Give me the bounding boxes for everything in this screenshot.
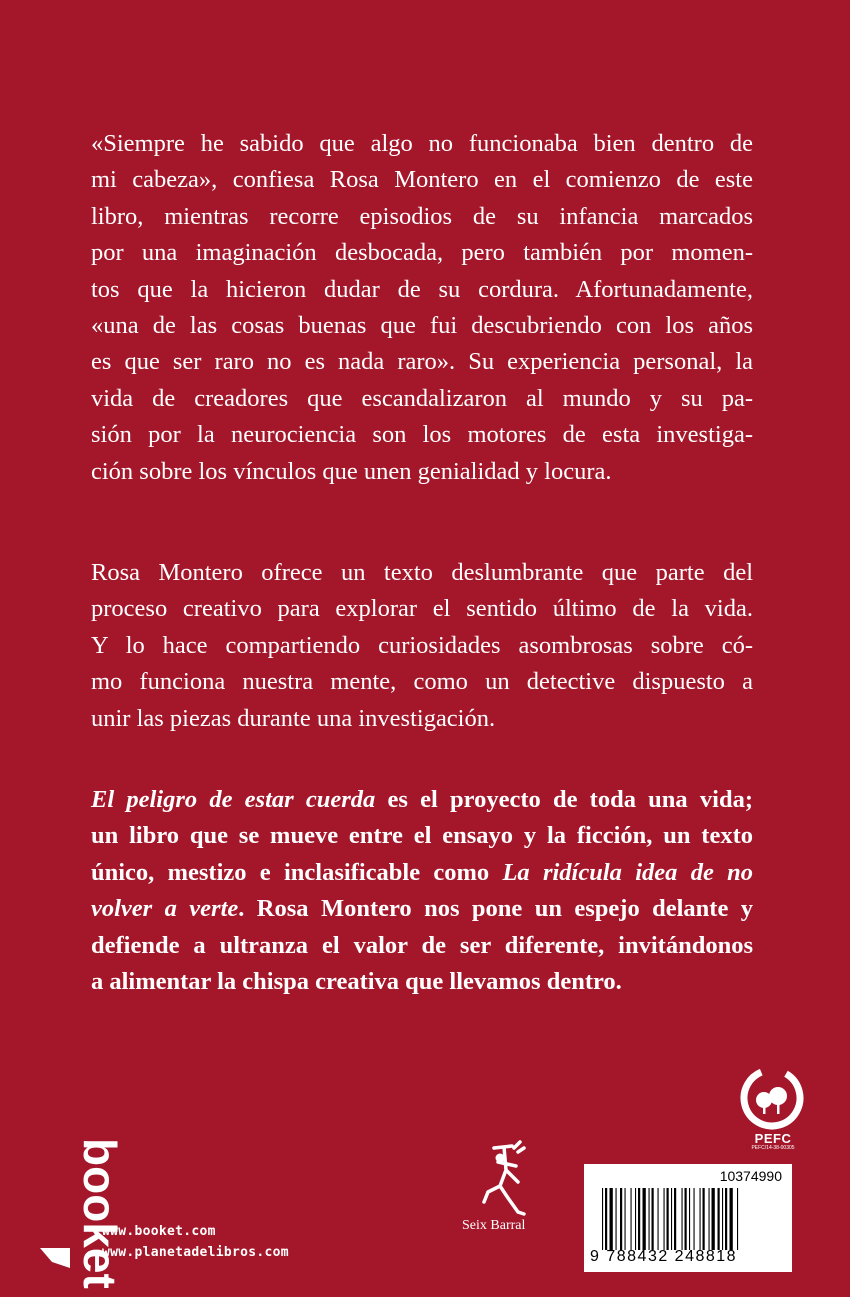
barcode-bars [602, 1188, 784, 1250]
url-planetadelibros: www.planetadelibros.com [102, 1245, 289, 1260]
pefc-label: PEFC [754, 1131, 792, 1146]
publisher-name: Seix Barral [462, 1218, 526, 1233]
text-line: ción sobre los vínculos que unen genialidad y locura. [91, 457, 612, 485]
barcode-bar [671, 1188, 672, 1250]
barcode-bar [737, 1188, 738, 1250]
barcode-bar [685, 1188, 687, 1250]
barcode-bar [730, 1188, 733, 1250]
book-title: volver a verte [91, 895, 239, 923]
barcode-bar [694, 1188, 695, 1250]
text-line: sión por la neurociencia son los motores de esta investiga- [91, 421, 753, 449]
barcode-bar [709, 1188, 710, 1250]
text-line: proceso creativo para explorar el sentido último de la vida. [91, 595, 753, 623]
barcode-bar [620, 1188, 622, 1250]
book-title: El peligro de estar cuerda [91, 786, 376, 813]
text-line: mo funciona nuestra mente, como un detective dispuesto a [91, 668, 753, 696]
barcode-bar [674, 1188, 676, 1250]
booket-logo-icon [36, 1136, 126, 1289]
publisher-urls [102, 1221, 289, 1263]
blurb-paragraph-2 [91, 555, 753, 737]
barcode-bar [718, 1188, 720, 1250]
barcode-bar [638, 1188, 640, 1250]
barcode-bar [664, 1188, 665, 1250]
book-title: La ridícula idea de no [502, 858, 753, 886]
pefc-logo-icon [740, 1060, 804, 1136]
barcode-bar [635, 1188, 636, 1250]
barcode-bar [700, 1188, 701, 1250]
barcode [584, 1164, 792, 1272]
blurb-paragraph-3 [91, 782, 753, 1000]
text-line: mi cabeza», confiesa Rosa Montero en el comienzo de este [91, 166, 753, 194]
text-line: es que ser raro no es nada raro». Su experiencia personal, la [91, 348, 753, 376]
text-line: por una imaginación desbocada, pero también por momen- [91, 239, 753, 267]
seix-barral-logo-icon [474, 1142, 534, 1222]
barcode-top-number: 10374990 [719, 1168, 782, 1184]
text-line: Rosa Montero ofrece un texto deslumbrante que parte del [91, 559, 753, 586]
barcode-bar [682, 1188, 683, 1250]
barcode-bar [712, 1188, 715, 1250]
barcode-bar [722, 1188, 723, 1250]
barcode-bar [658, 1188, 659, 1250]
barcode-bar [703, 1188, 705, 1250]
text-line: «una de las cosas buenas que fui descubriendo con los años [91, 312, 753, 340]
text-fragment: es el proyecto de toda una vida; [375, 786, 753, 813]
text-line: tos que la hicieron dudar de su cordura. Afortunadamente, [91, 275, 753, 303]
barcode-bar [689, 1188, 690, 1250]
barcode-bar [605, 1188, 607, 1250]
barcode-bar [725, 1188, 727, 1250]
text-line: defiende a ultranza el valor de ser diferente, invitándonos [91, 931, 753, 959]
url-booket: www.booket.com [102, 1224, 216, 1239]
text-line [91, 855, 753, 891]
text-line: Y lo hace compartiendo curiosidades asombrosas sobre có- [91, 631, 753, 659]
barcode-bar [649, 1188, 650, 1250]
blurb-paragraph-1 [91, 126, 753, 490]
barcode-bar [610, 1188, 613, 1250]
barcode-bar [602, 1188, 603, 1250]
text-line: libro, mientras recorre episodios de su infancia marcados [91, 202, 753, 230]
isbn-digits: 9 788432 248818 [590, 1248, 738, 1265]
text-line: vida de creadores que escandalizaron al mundo y su pa- [91, 384, 753, 412]
text-line: un libro que se mueve entre el ensayo y la ficción, un texto [91, 822, 753, 850]
pefc-code: PEFC/14-38-00305 [751, 1145, 795, 1151]
barcode-bar [631, 1188, 632, 1250]
barcode-bar [625, 1188, 626, 1250]
text-line [91, 782, 753, 818]
barcode-bar [643, 1188, 646, 1250]
booket-wordmark: booket [74, 1138, 126, 1289]
text-fragment: único, mestizo e inclasificable como [91, 858, 503, 886]
text-fragment: . Rosa Montero nos pone un espejo delante y [238, 895, 753, 923]
text-line: unir las piezas durante una investigación. [91, 704, 496, 732]
barcode-bar [616, 1188, 617, 1250]
barcode-bar [667, 1188, 669, 1250]
barcode-bar [652, 1188, 654, 1250]
text-line: a alimentar la chispa creativa que llevamos dentro. [91, 968, 622, 996]
text-line [91, 891, 753, 927]
text-line: «Siempre he sabido que algo no funcionaba bien dentro de [91, 130, 753, 157]
